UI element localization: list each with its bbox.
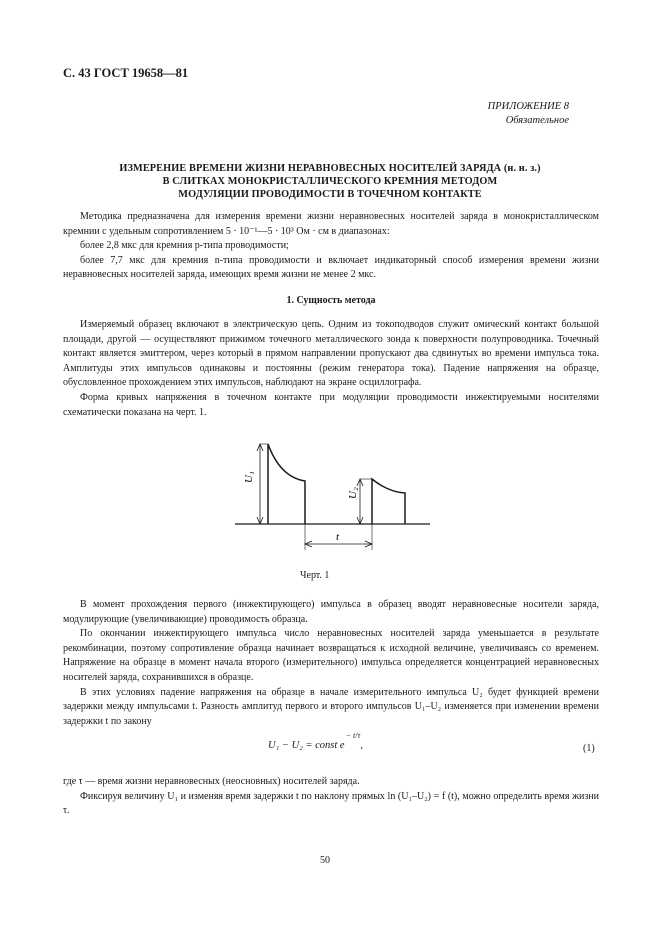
section-1-paragraph-2: Форма кривых напряжения в точечном контакте при модуляции проводимости инжектируемыми носителями схематически показана на черт. 1. <box>63 391 599 418</box>
continued-paragraph-1: В момент прохождения первого (инжектирующего) импульса в образец вводят неравновесные носители заряда, модулирующие (увеличивающие) проводимость образца. <box>63 599 599 625</box>
title-line-1: ИЗМЕРЕНИЕ ВРЕМЕНИ ЖИЗНИ НЕРАВНОВЕСНЫХ НОСИТЕЛЕЙ ЗАРЯДА (н. н. з.) <box>119 163 541 174</box>
first-pulse <box>268 444 305 524</box>
intro-paragraph-1: Методика предназначена для измерения времени жизни неравновесных носителей заряда в монокристаллическом кремнии с удельным сопротивлением 5 · 10⁻¹—5 · 10³ Ом · см в диапазонах: <box>63 211 599 237</box>
section-1-paragraph-1: Измеряемый образец включают в электрическую цепь. Одним из токоподводов служит омический контакт большой площади, другой — осуществляют прижимом точечного металлического зонда к поверхности полупроводника. Точечный контакт является эмиттером, через который в прямом направлении пропускают два сдвинутых во времени импульса тока. Амплитуды этих импульсов одинаковы и постоянны (режим генератора тока). Падение напряжения на образце, обусловленное прохождением этих импульсов, наблюдают на экране осциллографа. <box>63 319 599 389</box>
formula-trailing: , <box>360 740 363 751</box>
document-header: С. 43 ГОСТ 19658—81 <box>63 66 189 80</box>
appendix-status: Обязательное <box>505 115 569 126</box>
where-paragraph-2: Фиксируя величину U₁ и изменяя время задержки t по наклону прямых ln (U₁–U₂) = f (t), можно определить время жизни τ. <box>63 790 599 817</box>
where-paragraph-1: где τ — время жизни неравновесных (неосновных) носителей заряда. <box>63 776 360 787</box>
section-1-text <box>63 318 599 420</box>
u2-label: U₂ <box>347 487 359 499</box>
document-title <box>80 162 580 201</box>
t-label: t <box>336 531 340 543</box>
page-number: 50 <box>320 855 330 866</box>
continued-paragraph-2: По окончании инжектирующего импульса число неравновесных носителей заряда уменьшается в результате рекомбинации, поэтому сопротивление образца начинает возвращаться к исходной величине, увеличиваясь со временем. Напряжение на образце в момент начала второго (измерительного) импульса определяется концентрацией неравновесных носителей заряда, сохранившихся в образце. <box>63 628 599 683</box>
title-line-3: МОДУЛЯЦИИ ПРОВОДИМОСТИ В ТОЧЕЧНОМ КОНТАКТЕ <box>178 189 482 200</box>
section-1-continued <box>63 598 599 729</box>
where-text <box>63 775 599 819</box>
equation-number: (1) <box>583 743 595 754</box>
section-heading: 1. Сущность метода <box>286 295 376 306</box>
second-pulse <box>372 479 405 524</box>
intro-paragraph-2: более 2,8 мкс для кремния p-типа проводимости; <box>80 240 289 252</box>
continued-paragraph-3: В этих условиях падение напряжения на образце в начале измерительного импульса U₂ будет функцией времени задержки между импульсами t. Разность амплитуд первого и второго импульсов U₁–U₂ изменяется при изменении времени задержки t по закону <box>63 686 599 727</box>
appendix-number: ПРИЛОЖЕНИЕ 8 <box>487 101 569 112</box>
figure-caption: Черт. 1 <box>300 570 330 581</box>
formula-expression: U₁ − U₂ = const e <box>268 740 345 751</box>
appendix-label <box>488 100 569 128</box>
title-line-2: В СЛИТКАХ МОНОКРИСТАЛЛИЧЕСКОГО КРЕМНИЯ МЕТОДОМ <box>162 176 498 187</box>
u1-label: U₁ <box>243 471 255 483</box>
pulse-diagram <box>230 437 440 562</box>
intro-paragraph-3: более 7,7 мкс для кремния n-типа проводимости и включает индикаторный способ измерения времени жизни неравновесных носителей заряда, имеющих время жизни не менее 2 мкс. <box>63 254 599 281</box>
formula-exponent: − t/τ <box>345 731 361 740</box>
intro-text <box>63 210 599 283</box>
